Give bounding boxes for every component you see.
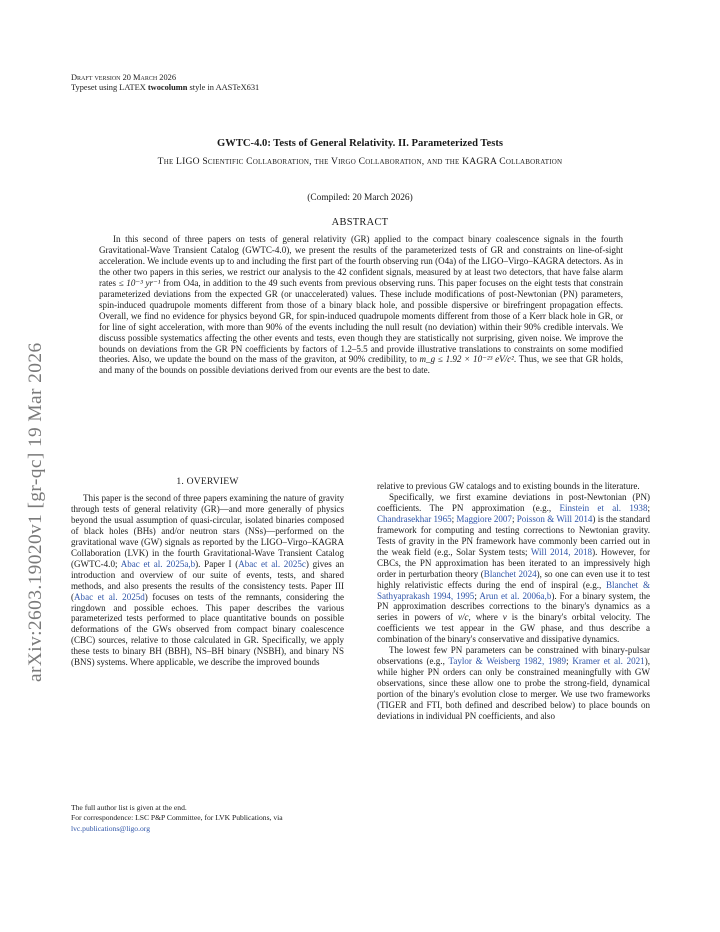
abstract-heading: ABSTRACT xyxy=(331,217,389,228)
text: ). Paper I ( xyxy=(195,558,239,569)
text: , where xyxy=(468,612,503,623)
citation-link[interactable]: Taylor & Weisberg 1982, 1989 xyxy=(448,656,567,667)
citation-link[interactable]: Abac et al. 2025a,b xyxy=(120,558,196,569)
paragraph xyxy=(377,645,650,722)
citation-link[interactable]: Abac et al. 2025d xyxy=(74,591,145,602)
typeset-suffix: style in AASTeX631 xyxy=(187,83,260,93)
text: The lowest few PN parameters can be constrained with binary-pulsar observations (e.g., xyxy=(377,645,650,667)
right-column xyxy=(377,481,650,722)
header-meta xyxy=(71,73,259,94)
arxiv-identifier: arXiv:2603.19020v1 [gr-qc] 19 Mar 2026 xyxy=(25,342,46,682)
paragraph xyxy=(71,493,344,668)
math-velocity-ratio: v/c xyxy=(458,612,469,623)
text: ), while higher PN orders can only be constrained meaningfully with GW observations, since these allow one to probe the strong-field, dynamical portion of the binary's evolution close to merger. We use two frameworks (TIGER and FTI, both defined and described below) to place bounds on deviations in individual PN coefficients, and also xyxy=(377,656,650,722)
draft-version: Draft version 20 March 2026 xyxy=(71,73,177,82)
text: ; xyxy=(474,590,480,601)
citation-link[interactable]: Arun et al. 2006a,b xyxy=(479,590,552,601)
text: ; xyxy=(566,656,573,667)
abstract-part: . Thus, we see that GR holds, and many of the bounds on possible deviations derived from our events are the best to date. xyxy=(99,354,623,376)
author-collaborations: The LIGO Scientific Collaboration, the Virgo Collaboration, and the KAGRA Collaboration xyxy=(157,156,563,167)
citation-link[interactable]: Will 2014, 2018 xyxy=(530,546,593,557)
footnote-correspondence: For correspondence: LSC P&P Committee, for LVK Publications, via xyxy=(71,813,283,823)
citation-link[interactable]: Poisson & Will 2014 xyxy=(516,513,593,524)
citation-link[interactable]: Abac et al. 2025c xyxy=(238,558,306,569)
text: ) focuses on tests of the remnants, considering the ringdown and possible echoes. This paper describes the various parameterized tests performed to place quantitative bounds on possible deformations of the GWs observed from compact binary coalescence (CBC) sources, relative to those calculated in GR. Specifically, we apply these tests to binary BH (BBH), NS–BH binary (NSBH), and binary NS (BNS) systems. Where applicable, we describe the improved bounds xyxy=(71,591,344,668)
citation-link[interactable]: Chandrasekhar 1965 xyxy=(377,513,452,524)
text: ). However, for CBCs, the PN approximation has been iterated to an impressively high order in perturbation theory ( xyxy=(377,546,650,579)
text: ) is the standard framework for computing and testing corrections to Newtonian gravity. Tests of gravity in the PN framework have commonly been carried out in the weak field (e.g., Solar System tests; xyxy=(377,513,650,557)
abstract-part: from O4a, in addition to the 49 such events from previous observing runs. This paper focuses on the eight tests that constrain parameterized deviations from the expected GR (or unaccelerated) values. These include modifications of post-Newtonian (PN) parameters, spin-induced quadrupole moments different from those of a binary black hole, and possible dispersive or birefringent propagation effects. Overall, we find no evidence for physics beyond GR, for spin-induced quadrupole moments different from those of a Kerr black hole in GR, or for line of sight acceleration, with more than 90% of the events including the null result (no deviation) within their 90% credible intervals. We discuss possible systematics affecting the other events and tests, even though they are statistically not surprising, given noise. We improve the bounds on deviations from the GR PN coefficients by factors of 1.2–5.5 and provide illustrative translations to constraints on some modified theories. Also, we update the bound on the mass of the graviton, at 90% credibility, to xyxy=(99,277,624,365)
typeset-style: twocolumn xyxy=(147,83,188,93)
abstract-text xyxy=(99,234,623,376)
footnote xyxy=(71,803,344,834)
abstract-math-graviton: m_g ≤ 1.92 × 10⁻²³ eV/c² xyxy=(419,354,514,365)
paragraph: relative to previous GW catalogs and to existing bounds in the literature. xyxy=(377,481,640,491)
correspondence-email-link[interactable]: lvc.publications@ligo.org xyxy=(71,823,150,833)
paper-title: GWTC-4.0: Tests of General Relativity. II. Parameterized Tests xyxy=(217,138,503,149)
citation-link[interactable]: Einstein et al. 1938 xyxy=(559,502,648,513)
abstract-part: In this second of three papers on tests of general relativity (GR) applied to the compact binary coalescence signals in the fourth Gravitational-Wave Transient Catalog (GWTC-4.0), we present the results of the parameterized tests of GR and constraints on line-of-sight acceleration. We include events up to and including the first part of the fourth observing run (O4a) of the LIGO–Virgo–KAGRA detectors. As in the other two papers in this series, we restrict our analysis to the 42 confident signals, measured by at least two detectors, that have false alarm rates xyxy=(99,234,623,288)
text: ) gives an introduction and overview of our suite of events, tests, and shared methods, and also presents the results of the consistency tests. Paper III ( xyxy=(71,558,345,602)
math-velocity: v xyxy=(502,612,507,623)
typeset-prefix: Typeset using LATEX xyxy=(71,83,148,93)
text: ; xyxy=(451,513,457,524)
typeset-line xyxy=(71,83,259,93)
section-heading-overview: 1. OVERVIEW xyxy=(176,476,239,487)
text: ; xyxy=(647,502,650,513)
text: ; xyxy=(511,513,517,524)
text: ). For a binary system, the PN approximation describes corrections to the binary's dynamics as a series in powers of xyxy=(377,590,651,623)
text: Specifically, we first examine deviations in post-Newtonian (PN) coefficients. The PN approximation (e.g., xyxy=(377,491,650,513)
citation-link[interactable]: Blanchet & Sathyaprakash 1994, 1995 xyxy=(377,579,650,601)
citation-link[interactable]: Kramer et al. 2021 xyxy=(572,656,645,667)
footnote-authors: The full author list is given at the end. xyxy=(71,803,187,812)
left-column xyxy=(71,493,344,668)
compiled-date: (Compiled: 20 March 2026) xyxy=(307,193,413,203)
text: ), so one can even use it to test highly relativistic effects during the end of inspiral (e.g., xyxy=(377,568,651,590)
text: This paper is the second of three papers examining the nature of gravity through tests of general relativity (GR)—and more generally of physics beyond the usual assumption of quasi-circular, isolated binaries composed of black holes (BHs) and/or neutron stars (NSs)—performed on the gravitational wave (GW) signals as reported by the LIGO–Virgo–KAGRA Collaboration (LVK) in the fourth Gravitational-Wave Transient Catalog (GWTC-4.0; xyxy=(71,493,344,569)
citation-link[interactable]: Blanchet 2024 xyxy=(483,568,537,579)
abstract-math-far: ≤ 10⁻³ yr⁻¹ xyxy=(118,277,161,288)
citation-link[interactable]: Maggiore 2007 xyxy=(456,513,512,524)
text: is the binary's orbital velocity. The coefficients we test appear in the GW phase, and thus describe a combination of the binary's conservative and dissipative dynamics. xyxy=(377,612,650,645)
paragraph xyxy=(377,492,650,645)
arxiv-sidebar xyxy=(22,262,52,682)
